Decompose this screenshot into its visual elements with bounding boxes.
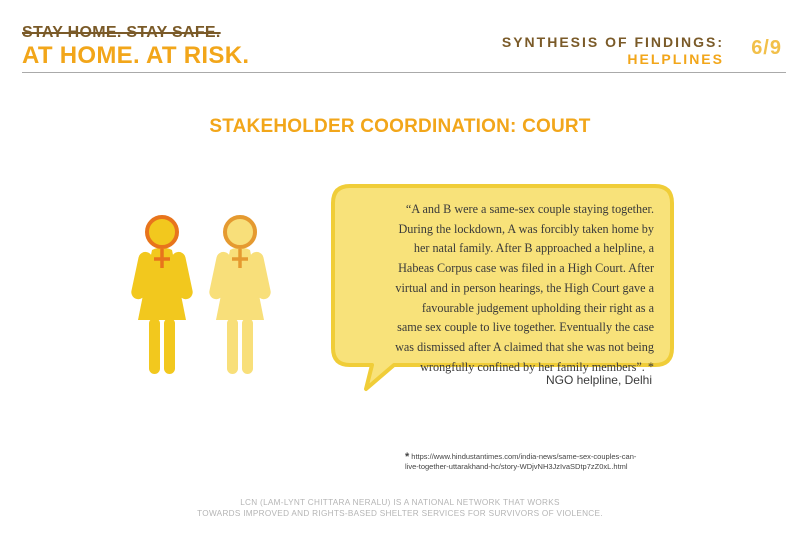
header-branding (22, 24, 249, 69)
quote-line: Habeas Corpus case was filed in a High Court. After (398, 261, 654, 276)
couple-illustration (126, 212, 276, 377)
subsection-title: HELPLINES (627, 51, 724, 67)
quote-line: her natal family. After B approached a helpline, a (413, 241, 654, 256)
quote-line: “A and B were a same-sex couple staying together. (405, 202, 654, 216)
footer-line: TOWARDS IMPROVED AND RIGHTS-BASED SHELTER SERVICES FOR SURVIVORS OF VIOLENCE. (197, 509, 603, 518)
footnote-link-continued[interactable]: live-together-uttarakhand-hc/story-WDjvNH3JzIvaSDtp7zZ0xL.html (405, 462, 628, 471)
header-divider (22, 72, 786, 73)
section-title: SYNTHESIS OF FINDINGS: (501, 34, 724, 50)
main-title: AT HOME. AT RISK. (22, 42, 250, 69)
footer-line: LCN (LAM-LYNT CHITTARA NERALU) IS A NATIONAL NETWORK THAT WORKS (240, 498, 560, 507)
section-label (502, 34, 724, 68)
page-number: 6/9 (751, 37, 782, 59)
quote-line: was dismissed after A claimed that she was not being (395, 339, 654, 354)
quote-line: same sex couple to live together. Eventually the case (397, 320, 654, 335)
quote-attribution: NGO helpline, Delhi (545, 373, 652, 387)
struck-title: STAY HOME. STAY SAFE. (22, 24, 221, 41)
footnote-marker: * (405, 451, 410, 463)
quote-line: During the lockdown, A was forcibly taken home by (398, 221, 654, 236)
testimonial-quote (348, 200, 654, 377)
female-figure-icon (130, 217, 194, 374)
slide-heading: STAKEHOLDER COORDINATION: COURT (209, 116, 591, 137)
footer-note (0, 497, 800, 519)
footnote (405, 452, 665, 472)
quote-line: virtual and in person hearings, the High Court gave a (395, 280, 654, 295)
footnote-link[interactable]: https://www.hindustantimes.com/india-news/same-sex-couples-can- (411, 452, 637, 461)
quote-line: wrongfully confined by her family members”. * (420, 359, 654, 374)
quote-line: favourable judgement upholding their right as a (421, 300, 654, 315)
female-figure-icon (208, 217, 272, 374)
